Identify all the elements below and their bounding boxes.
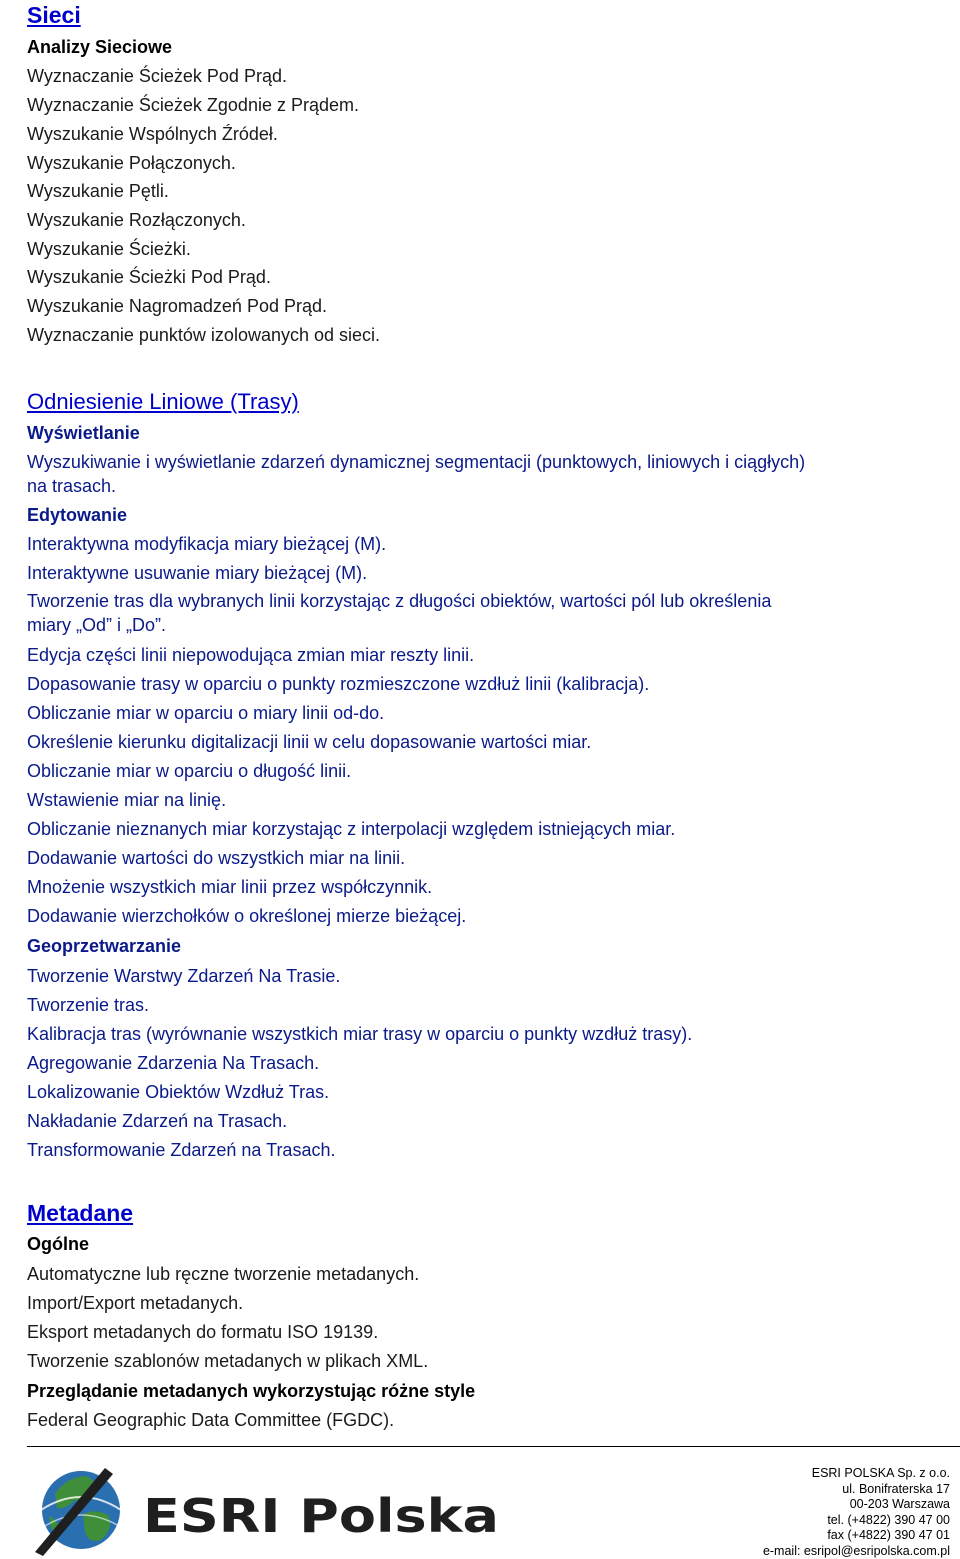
list-item: Import/Export metadanych. [27,1293,244,1313]
subtitle-geoprzetwarzanie: Geoprzetwarzanie [27,936,182,956]
list-item: Edycja części linii niepowodująca zmian miar reszty linii. [27,645,475,665]
postal-city: 00-203 Warszawa [849,1497,950,1511]
globe-icon [35,1468,121,1556]
list-item: Automatyczne lub ręczne tworzenie metadanych. [27,1264,420,1284]
list-item: Kalibracja tras (wyrównanie wszystkich miar trasy w oparciu o punkty wzdłuż trasy). [27,1024,693,1044]
list-item: Dodawanie wartości do wszystkich miar na linii. [27,848,406,868]
list-item: miary „Od” i „Do”. [27,615,166,635]
fax-number: fax (+4822) 390 47 01 [827,1528,950,1542]
street-address: ul. Bonifraterska 17 [842,1481,950,1496]
section-title-metadane[interactable]: Metadane [27,1200,134,1226]
list-item: Nakładanie Zdarzeń na Trasach. [27,1111,288,1131]
list-item: Interaktywne usuwanie miary bieżącej (M). [27,563,368,583]
subtitle-edytowanie: Edytowanie [27,505,128,525]
list-item: Obliczanie miar w oparciu o miary linii od-do. [27,703,385,723]
list-item: Wstawienie miar na linię. [27,790,227,810]
list-item: Wyszukanie Nagromadzeń Pod Prąd. [27,296,327,316]
list-item: Wyznaczanie Ścieżek Pod Prąd. [27,66,287,86]
subtitle-analizy-sieciowe: Analizy Sieciowe [27,37,173,57]
list-item: Obliczanie nieznanych miar korzystając z interpolacji względem istniejących miar. [27,819,676,839]
subtitle-wyswietlanie: Wyświetlanie [27,423,140,443]
section-title-odniesienie-liniowe[interactable]: Odniesienie Liniowe (Trasy) [27,389,299,414]
company-name: ESRI POLSKA Sp. z o.o. [811,1466,950,1480]
list-item: Wyszukanie Pętli. [27,181,169,201]
list-item: Wyszukanie Rozłączonych. [27,210,246,230]
list-item: Dopasowanie trasy w oparciu o punkty rozmieszczone wzdłuż linii (kalibracja). [27,674,650,694]
list-item: Określenie kierunku digitalizacji linii w celu dopasowanie wartości miar. [27,732,592,752]
email-link[interactable]: e-mail: esripol@esripolska.com.pl [762,1543,950,1558]
list-item: Wyznaczanie punktów izolowanych od sieci. [27,325,381,345]
esri-polska-logo [35,1464,505,1556]
list-item: Obliczanie miar w oparciu o długość linii. [27,761,352,781]
svg-text:ESRI Polska: ESRI Polska [143,1489,499,1543]
list-item: Tworzenie szablonów metadanych w plikach XML. [27,1351,429,1371]
list-item: Wyszukanie Połączonych. [27,153,236,173]
list-item: Wyszukiwanie i wyświetlanie zdarzeń dynamicznej segmentacji (punktowych, liniowych i ciągłych) [27,452,806,472]
list-item: Lokalizowanie Obiektów Wzdłuż Tras. [27,1082,330,1102]
phone-number: tel. (+4822) 390 47 00 [827,1512,950,1527]
list-item: Eksport metadanych do formatu ISO 19139. [27,1322,379,1342]
list-item: Wyszukanie Ścieżki. [27,239,191,259]
list-item: Tworzenie tras. [27,995,150,1015]
list-item: Transformowanie Zdarzeń na Trasach. [27,1140,336,1160]
list-item: Tworzenie Warstwy Zdarzeń Na Trasie. [27,966,341,986]
contact-block [763,1466,950,1559]
list-item: na trasach. [27,476,117,496]
list-item: Wyznaczanie Ścieżek Zgodnie z Prądem. [27,95,359,115]
footer-divider [27,1446,960,1447]
list-item: Wyszukanie Ścieżki Pod Prąd. [27,267,271,287]
list-item: Mnożenie wszystkich miar linii przez współczynnik. [27,877,433,897]
list-item: Wyszukanie Wspólnych Źródeł. [27,124,278,144]
subtitle-ogolne: Ogólne [27,1234,89,1254]
subtitle-przegladanie-metadanych: Przeglądanie metadanych wykorzystując różne style [27,1381,476,1401]
list-item: Dodawanie wierzchołków o określonej mierze bieżącej. [27,906,467,926]
list-item: Interaktywna modyfikacja miary bieżącej (M). [27,534,387,554]
list-item: Tworzenie tras dla wybranych linii korzystając z długości obiektów, wartości pól lub określenia [27,591,772,611]
section-title-sieci[interactable]: Sieci [27,2,81,28]
list-item: Federal Geographic Data Committee (FGDC). [27,1410,395,1430]
list-item: Agregowanie Zdarzenia Na Trasach. [27,1053,320,1073]
